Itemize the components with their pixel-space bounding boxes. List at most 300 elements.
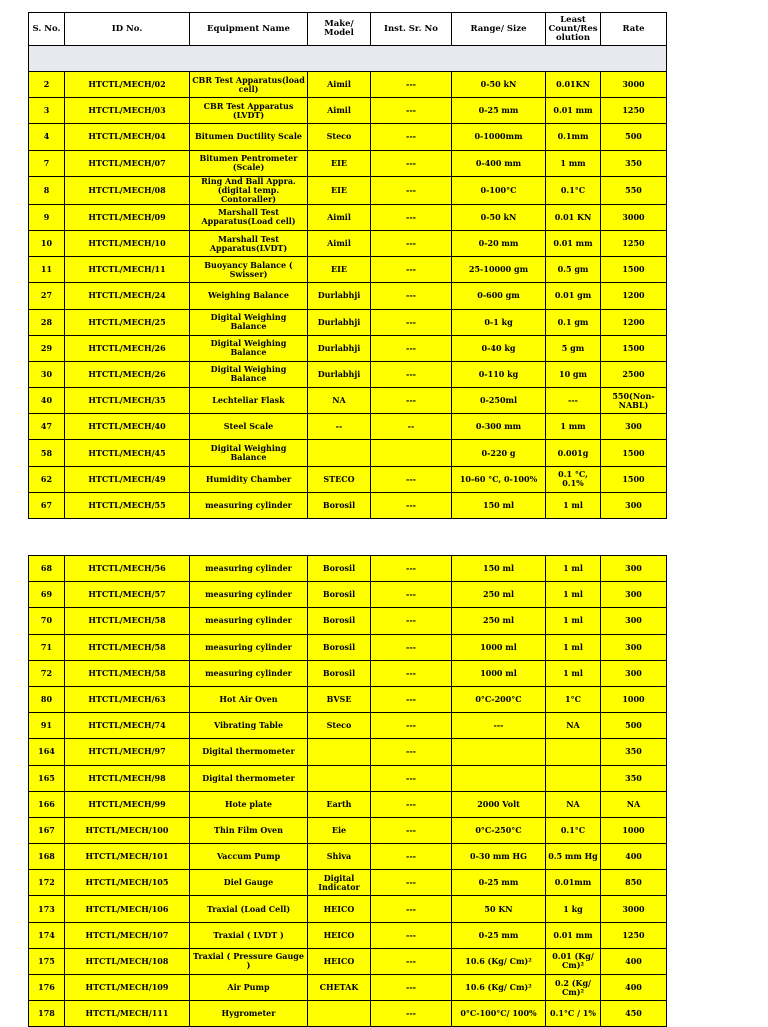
cell-least-count: 0.1°C / 1%: [546, 1001, 601, 1027]
cell-make-model: Aimil: [308, 230, 371, 256]
cell-inst-sr-no: ---: [371, 713, 452, 739]
cell-sno: 29: [29, 335, 65, 361]
cell-inst-sr-no: ---: [371, 309, 452, 335]
cell-make-model: Borosil: [308, 660, 371, 686]
cell-range-size: 0-30 mm HG: [452, 844, 546, 870]
cell-range-size: 0-1000mm: [452, 124, 546, 150]
cell-sno: 70: [29, 608, 65, 634]
cell-id: HTCTL/MECH/106: [65, 896, 190, 922]
cell-make-model: BVSE: [308, 686, 371, 712]
table-row: [29, 309, 667, 335]
cell-least-count: 0.2 (Kg/ Cm)²: [546, 975, 601, 1001]
cell-inst-sr-no: ---: [371, 582, 452, 608]
cell-rate: 1250: [601, 230, 667, 256]
cell-least-count: NA: [546, 713, 601, 739]
cell-inst-sr-no: ---: [371, 922, 452, 948]
cell-sno: 7: [29, 150, 65, 176]
cell-rate: 550(Non-NABL): [601, 388, 667, 414]
cell-make-model: Shiva: [308, 844, 371, 870]
cell-equipment-name: measuring cylinder: [190, 608, 308, 634]
cell-range-size: 0-50 kN: [452, 204, 546, 230]
cell-inst-sr-no: ---: [371, 150, 452, 176]
cell-make-model: NA: [308, 388, 371, 414]
cell-make-model: Borosil: [308, 556, 371, 582]
table-row: [29, 634, 667, 660]
cell-range-size: 0-40 kg: [452, 335, 546, 361]
cell-sno: 174: [29, 922, 65, 948]
table-row: [29, 791, 667, 817]
cell-inst-sr-no: ---: [371, 817, 452, 843]
header-equipment-name: Equipment Name: [190, 13, 308, 46]
cell-rate: 350: [601, 739, 667, 765]
cell-least-count: 0.5 gm: [546, 257, 601, 283]
cell-rate: 1500: [601, 440, 667, 466]
cell-least-count: ---: [546, 388, 601, 414]
cell-rate: 1500: [601, 466, 667, 492]
cell-sno: 27: [29, 283, 65, 309]
cell-least-count: 0.01 mm: [546, 98, 601, 124]
cell-inst-sr-no: ---: [371, 634, 452, 660]
table-row: [29, 283, 667, 309]
cell-id: HTCTL/MECH/04: [65, 124, 190, 150]
table-row: [29, 388, 667, 414]
cell-range-size: 0°C-250°C: [452, 817, 546, 843]
cell-range-size: 1000 ml: [452, 660, 546, 686]
cell-rate: 1200: [601, 309, 667, 335]
cell-least-count: 0.5 mm Hg: [546, 844, 601, 870]
cell-least-count: 1 ml: [546, 556, 601, 582]
cell-make-model: Eie: [308, 817, 371, 843]
cell-make-model: Borosil: [308, 492, 371, 518]
cell-id: HTCTL/MECH/55: [65, 492, 190, 518]
cell-id: HTCTL/MECH/97: [65, 739, 190, 765]
table-row: [29, 896, 667, 922]
cell-rate: NA: [601, 791, 667, 817]
blank-cell: [29, 46, 667, 72]
cell-make-model: Earth: [308, 791, 371, 817]
cell-range-size: 25-10000 gm: [452, 257, 546, 283]
cell-inst-sr-no: [371, 440, 452, 466]
table-row: [29, 739, 667, 765]
header-least-count: Least Count/Res olution: [546, 13, 601, 46]
cell-make-model: EIE: [308, 150, 371, 176]
cell-range-size: 0°C-200°C: [452, 686, 546, 712]
cell-least-count: 1 ml: [546, 608, 601, 634]
cell-range-size: 0-25 mm: [452, 870, 546, 896]
cell-id: HTCTL/MECH/26: [65, 361, 190, 387]
cell-id: HTCTL/MECH/49: [65, 466, 190, 492]
cell-inst-sr-no: ---: [371, 72, 452, 98]
header-make-model: Make/ Model: [308, 13, 371, 46]
cell-range-size: 0-50 kN: [452, 72, 546, 98]
table-row: [29, 335, 667, 361]
table-row: [29, 660, 667, 686]
cell-equipment-name: Hote plate: [190, 791, 308, 817]
table-row: [29, 230, 667, 256]
cell-sno: 30: [29, 361, 65, 387]
cell-sno: 69: [29, 582, 65, 608]
cell-rate: 500: [601, 124, 667, 150]
cell-make-model: [308, 440, 371, 466]
header-sno: S. No.: [29, 13, 65, 46]
cell-inst-sr-no: ---: [371, 556, 452, 582]
cell-rate: 500: [601, 713, 667, 739]
table-row: [29, 257, 667, 283]
cell-least-count: 1 ml: [546, 582, 601, 608]
cell-make-model: EIE: [308, 176, 371, 204]
cell-id: HTCTL/MECH/107: [65, 922, 190, 948]
cell-inst-sr-no: ---: [371, 492, 452, 518]
table-row: [29, 466, 667, 492]
table-row: [29, 361, 667, 387]
cell-sno: 2: [29, 72, 65, 98]
cell-equipment-name: Traxial ( Pressure Gauge ): [190, 948, 308, 974]
cell-least-count: 0.1°C: [546, 176, 601, 204]
cell-inst-sr-no: ---: [371, 844, 452, 870]
cell-id: HTCTL/MECH/07: [65, 150, 190, 176]
cell-rate: 3000: [601, 204, 667, 230]
cell-rate: 450: [601, 1001, 667, 1027]
cell-least-count: 0.01 mm: [546, 922, 601, 948]
cell-make-model: EIE: [308, 257, 371, 283]
cell-rate: 2500: [601, 361, 667, 387]
cell-inst-sr-no: ---: [371, 361, 452, 387]
cell-range-size: 2000 Volt: [452, 791, 546, 817]
table-row: [29, 1001, 667, 1027]
cell-inst-sr-no: ---: [371, 660, 452, 686]
cell-rate: 1500: [601, 335, 667, 361]
cell-equipment-name: measuring cylinder: [190, 492, 308, 518]
cell-least-count: NA: [546, 791, 601, 817]
table-row: [29, 492, 667, 518]
cell-least-count: [546, 739, 601, 765]
cell-make-model: HEICO: [308, 948, 371, 974]
cell-id: HTCTL/MECH/57: [65, 582, 190, 608]
cell-sno: 10: [29, 230, 65, 256]
cell-inst-sr-no: ---: [371, 608, 452, 634]
cell-make-model: Durlabhji: [308, 361, 371, 387]
cell-least-count: 0.01 gm: [546, 283, 601, 309]
cell-range-size: 0-300 mm: [452, 414, 546, 440]
cell-equipment-name: CBR Test Apparatus (LVDT): [190, 98, 308, 124]
table-row: [29, 98, 667, 124]
cell-rate: 1000: [601, 686, 667, 712]
cell-range-size: 0-100°C: [452, 176, 546, 204]
cell-least-count: 1°C: [546, 686, 601, 712]
cell-make-model: Borosil: [308, 634, 371, 660]
cell-range-size: 250 ml: [452, 608, 546, 634]
cell-equipment-name: Humidity Chamber: [190, 466, 308, 492]
cell-least-count: 0.01KN: [546, 72, 601, 98]
cell-inst-sr-no: ---: [371, 283, 452, 309]
cell-sno: 173: [29, 896, 65, 922]
cell-least-count: 0.1mm: [546, 124, 601, 150]
cell-id: HTCTL/MECH/63: [65, 686, 190, 712]
cell-make-model: Durlabhji: [308, 309, 371, 335]
cell-least-count: 0.01mm: [546, 870, 601, 896]
equipment-table-top: [28, 12, 667, 519]
cell-least-count: 0.1 °C, 0.1%: [546, 466, 601, 492]
cell-id: HTCTL/MECH/111: [65, 1001, 190, 1027]
table-row: [29, 948, 667, 974]
cell-inst-sr-no: ---: [371, 870, 452, 896]
cell-id: HTCTL/MECH/56: [65, 556, 190, 582]
header-rate: Rate: [601, 13, 667, 46]
cell-equipment-name: Air Pump: [190, 975, 308, 1001]
cell-inst-sr-no: --: [371, 414, 452, 440]
cell-range-size: 50 KN: [452, 896, 546, 922]
cell-rate: 300: [601, 608, 667, 634]
cell-equipment-name: measuring cylinder: [190, 582, 308, 608]
cell-sno: 91: [29, 713, 65, 739]
cell-equipment-name: Digital Weighing Balance: [190, 335, 308, 361]
table-row: [29, 204, 667, 230]
cell-id: HTCTL/MECH/45: [65, 440, 190, 466]
cell-sno: 47: [29, 414, 65, 440]
cell-range-size: 0-20 mm: [452, 230, 546, 256]
table-row: [29, 713, 667, 739]
cell-range-size: ---: [452, 713, 546, 739]
header-inst-sr-no: Inst. Sr. No: [371, 13, 452, 46]
cell-range-size: 150 ml: [452, 492, 546, 518]
cell-inst-sr-no: ---: [371, 204, 452, 230]
table-row: [29, 817, 667, 843]
cell-sno: 72: [29, 660, 65, 686]
cell-range-size: 0-1 kg: [452, 309, 546, 335]
cell-equipment-name: Marshall Test Apparatus(LVDT): [190, 230, 308, 256]
cell-rate: 300: [601, 414, 667, 440]
cell-range-size: 0-25 mm: [452, 98, 546, 124]
cell-rate: 1200: [601, 283, 667, 309]
header-id: ID No.: [65, 13, 190, 46]
cell-id: HTCTL/MECH/58: [65, 660, 190, 686]
cell-inst-sr-no: ---: [371, 388, 452, 414]
table-row: [29, 440, 667, 466]
cell-sno: 168: [29, 844, 65, 870]
cell-equipment-name: Vaccum Pump: [190, 844, 308, 870]
cell-rate: 350: [601, 150, 667, 176]
cell-least-count: [546, 765, 601, 791]
cell-least-count: 1 mm: [546, 150, 601, 176]
cell-range-size: 10.6 (Kg/ Cm)²: [452, 948, 546, 974]
cell-rate: 300: [601, 556, 667, 582]
cell-id: HTCTL/MECH/99: [65, 791, 190, 817]
cell-equipment-name: Ring And Ball Appra.(digital temp. Contoraller): [190, 176, 308, 204]
cell-sno: 8: [29, 176, 65, 204]
cell-inst-sr-no: ---: [371, 1001, 452, 1027]
cell-sno: 166: [29, 791, 65, 817]
cell-range-size: 10-60 °C, 0-100%: [452, 466, 546, 492]
cell-id: HTCTL/MECH/74: [65, 713, 190, 739]
cell-inst-sr-no: ---: [371, 896, 452, 922]
cell-sno: 40: [29, 388, 65, 414]
cell-make-model: [308, 765, 371, 791]
cell-range-size: 0-25 mm: [452, 922, 546, 948]
cell-least-count: 10 gm: [546, 361, 601, 387]
cell-range-size: 0°C-100°C/ 100%: [452, 1001, 546, 1027]
table-row: [29, 608, 667, 634]
cell-equipment-name: Digital Weighing Balance: [190, 309, 308, 335]
cell-inst-sr-no: ---: [371, 466, 452, 492]
cell-inst-sr-no: ---: [371, 176, 452, 204]
cell-range-size: 10.6 (Kg/ Cm)²: [452, 975, 546, 1001]
cell-make-model: Durlabhji: [308, 283, 371, 309]
cell-range-size: [452, 765, 546, 791]
table-row: [29, 686, 667, 712]
cell-inst-sr-no: ---: [371, 791, 452, 817]
cell-make-model: Durlabhji: [308, 335, 371, 361]
cell-sno: 71: [29, 634, 65, 660]
cell-id: HTCTL/MECH/109: [65, 975, 190, 1001]
cell-sno: 67: [29, 492, 65, 518]
cell-equipment-name: measuring cylinder: [190, 634, 308, 660]
cell-rate: 300: [601, 660, 667, 686]
cell-make-model: CHETAK: [308, 975, 371, 1001]
cell-id: HTCTL/MECH/26: [65, 335, 190, 361]
cell-make-model: Aimil: [308, 204, 371, 230]
cell-id: HTCTL/MECH/35: [65, 388, 190, 414]
cell-least-count: 5 gm: [546, 335, 601, 361]
cell-id: HTCTL/MECH/11: [65, 257, 190, 283]
cell-rate: 350: [601, 765, 667, 791]
cell-make-model: HEICO: [308, 896, 371, 922]
cell-sno: 3: [29, 98, 65, 124]
cell-equipment-name: measuring cylinder: [190, 660, 308, 686]
cell-equipment-name: Steel Scale: [190, 414, 308, 440]
table-row: [29, 870, 667, 896]
cell-inst-sr-no: ---: [371, 124, 452, 150]
cell-range-size: 0-250ml: [452, 388, 546, 414]
cell-equipment-name: Bitumen Pentrometer (Scale): [190, 150, 308, 176]
cell-inst-sr-no: ---: [371, 98, 452, 124]
table-row: [29, 72, 667, 98]
cell-make-model: Aimil: [308, 98, 371, 124]
cell-id: HTCTL/MECH/09: [65, 204, 190, 230]
cell-id: HTCTL/MECH/25: [65, 309, 190, 335]
table-row: [29, 150, 667, 176]
cell-rate: 3000: [601, 72, 667, 98]
cell-id: HTCTL/MECH/58: [65, 634, 190, 660]
cell-id: HTCTL/MECH/03: [65, 98, 190, 124]
cell-equipment-name: Lechteliar Flask: [190, 388, 308, 414]
cell-inst-sr-no: ---: [371, 686, 452, 712]
cell-rate: 3000: [601, 896, 667, 922]
cell-range-size: 0-110 kg: [452, 361, 546, 387]
cell-id: HTCTL/MECH/24: [65, 283, 190, 309]
table-row: [29, 176, 667, 204]
table-row: [29, 922, 667, 948]
cell-sno: 68: [29, 556, 65, 582]
cell-equipment-name: Hot Air Oven: [190, 686, 308, 712]
cell-inst-sr-no: ---: [371, 230, 452, 256]
cell-sno: 164: [29, 739, 65, 765]
cell-range-size: 0-220 g: [452, 440, 546, 466]
cell-inst-sr-no: ---: [371, 765, 452, 791]
cell-equipment-name: Thin Film Oven: [190, 817, 308, 843]
cell-inst-sr-no: ---: [371, 257, 452, 283]
cell-sno: 9: [29, 204, 65, 230]
cell-id: HTCTL/MECH/58: [65, 608, 190, 634]
cell-equipment-name: Marshall Test Apparatus(Load cell): [190, 204, 308, 230]
cell-equipment-name: Digital Weighing Balance: [190, 440, 308, 466]
cell-make-model: Digital Indicator: [308, 870, 371, 896]
table-row: [29, 414, 667, 440]
cell-equipment-name: Digital thermometer: [190, 739, 308, 765]
cell-equipment-name: Diel Gauge: [190, 870, 308, 896]
cell-sno: 11: [29, 257, 65, 283]
cell-rate: 550: [601, 176, 667, 204]
cell-equipment-name: Digital Weighing Balance: [190, 361, 308, 387]
cell-least-count: 0.001g: [546, 440, 601, 466]
cell-id: HTCTL/MECH/98: [65, 765, 190, 791]
cell-equipment-name: Weighing Balance: [190, 283, 308, 309]
table-row: [29, 556, 667, 582]
cell-least-count: 0.1 gm: [546, 309, 601, 335]
cell-make-model: [308, 739, 371, 765]
header-row: [29, 13, 667, 46]
cell-id: HTCTL/MECH/10: [65, 230, 190, 256]
cell-id: HTCTL/MECH/108: [65, 948, 190, 974]
cell-equipment-name: Buoyancy Balance ( Swisser): [190, 257, 308, 283]
cell-equipment-name: measuring cylinder: [190, 556, 308, 582]
cell-make-model: Steco: [308, 713, 371, 739]
cell-make-model: STECO: [308, 466, 371, 492]
cell-inst-sr-no: ---: [371, 975, 452, 1001]
cell-sno: 172: [29, 870, 65, 896]
cell-least-count: 1 ml: [546, 660, 601, 686]
cell-equipment-name: Hygrometer: [190, 1001, 308, 1027]
cell-least-count: 1 mm: [546, 414, 601, 440]
cell-inst-sr-no: ---: [371, 948, 452, 974]
cell-id: HTCTL/MECH/08: [65, 176, 190, 204]
blank-row: [29, 46, 667, 72]
cell-least-count: 0.01 (Kg/ Cm)²: [546, 948, 601, 974]
cell-rate: 300: [601, 634, 667, 660]
cell-rate: 1500: [601, 257, 667, 283]
cell-make-model: Aimil: [308, 72, 371, 98]
cell-rate: 400: [601, 844, 667, 870]
cell-make-model: Borosil: [308, 608, 371, 634]
cell-equipment-name: Digital thermometer: [190, 765, 308, 791]
cell-equipment-name: Traxial ( LVDT ): [190, 922, 308, 948]
cell-range-size: 1000 ml: [452, 634, 546, 660]
cell-rate: 850: [601, 870, 667, 896]
cell-least-count: 0.01 KN: [546, 204, 601, 230]
cell-sno: 28: [29, 309, 65, 335]
cell-id: HTCTL/MECH/101: [65, 844, 190, 870]
cell-sno: 165: [29, 765, 65, 791]
cell-rate: 400: [601, 948, 667, 974]
cell-id: HTCTL/MECH/02: [65, 72, 190, 98]
cell-make-model: --: [308, 414, 371, 440]
cell-id: HTCTL/MECH/100: [65, 817, 190, 843]
header-range-size: Range/ Size: [452, 13, 546, 46]
table-row: [29, 844, 667, 870]
table-row: [29, 124, 667, 150]
cell-sno: 178: [29, 1001, 65, 1027]
cell-id: HTCTL/MECH/40: [65, 414, 190, 440]
cell-make-model: [308, 1001, 371, 1027]
cell-rate: 1250: [601, 98, 667, 124]
cell-least-count: 0.01 mm: [546, 230, 601, 256]
cell-sno: 4: [29, 124, 65, 150]
cell-id: HTCTL/MECH/105: [65, 870, 190, 896]
table-row: [29, 765, 667, 791]
cell-make-model: HEICO: [308, 922, 371, 948]
cell-range-size: 250 ml: [452, 582, 546, 608]
cell-rate: 300: [601, 492, 667, 518]
cell-sno: 176: [29, 975, 65, 1001]
